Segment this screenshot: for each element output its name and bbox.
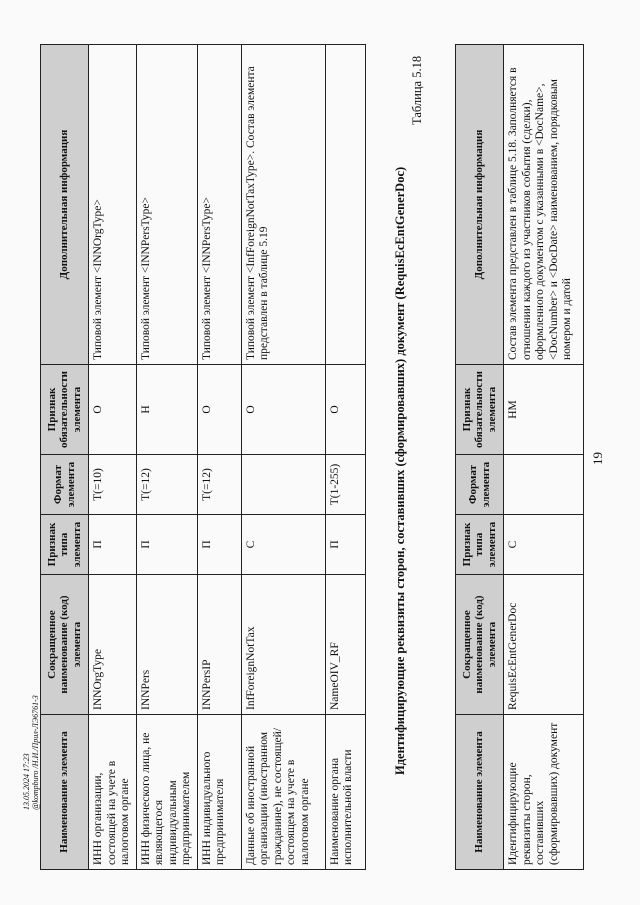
header-cell: Наименование элемента bbox=[41, 715, 89, 870]
table-cell: Типовой элемент <INNPersType> bbox=[197, 45, 241, 365]
table-cell: InfForeignNotTax bbox=[241, 575, 325, 715]
table-row bbox=[136, 45, 197, 870]
page-number: 19 bbox=[590, 452, 605, 465]
table-cell bbox=[504, 455, 584, 515]
header-cell: Формат элемента bbox=[41, 455, 89, 515]
table-cell: Идентифицирующие реквизиты сторон, составивших (сформировавших) документ bbox=[504, 715, 584, 870]
header-cell: Формат элемента bbox=[456, 455, 504, 515]
table-cell: О bbox=[241, 365, 325, 455]
table-title: Идентифицирующие реквизиты сторон, составивших (сформировавших) документ (RequisEcEntGenerDoc) bbox=[393, 166, 407, 775]
table-cell: Типовой элемент <InfForeignNotTaxType>. Состав элемента представлен в таблице 5.19 bbox=[241, 45, 325, 365]
footer-date: 13.05.2024 17:23 bbox=[22, 753, 31, 810]
table-cell: П bbox=[325, 515, 365, 575]
table-row bbox=[504, 45, 584, 870]
header-cell: Дополнительная информация bbox=[41, 45, 89, 365]
table-cell: О bbox=[325, 365, 365, 455]
table-cell: INNPersIP bbox=[197, 575, 241, 715]
main-table bbox=[40, 44, 366, 870]
table-cell: INNOrgType bbox=[89, 575, 137, 715]
table-cell: С bbox=[241, 515, 325, 575]
header-cell: Сокращенное наименование (код) элемента bbox=[41, 575, 89, 715]
table-cell: ИНН физического лица, не являющегося индивидуальным предпринимателем bbox=[136, 715, 197, 870]
header-cell: Признак типа элемента bbox=[456, 515, 504, 575]
main-table-header bbox=[41, 45, 89, 870]
table-cell: П bbox=[89, 515, 137, 575]
header-cell: Признак обязательности элемента bbox=[41, 365, 89, 455]
table-cell bbox=[241, 455, 325, 515]
header-cell: Дополнительная информация bbox=[456, 45, 504, 365]
table-cell: T(=12) bbox=[136, 455, 197, 515]
table-cell: П bbox=[136, 515, 197, 575]
table-cell: П bbox=[197, 515, 241, 575]
top-table bbox=[455, 44, 584, 870]
table-cell: T(1-255) bbox=[325, 455, 365, 515]
table-cell: Наименование органа исполнительной власти bbox=[325, 715, 365, 870]
table-cell: С bbox=[504, 515, 584, 575]
table-cell: О bbox=[197, 365, 241, 455]
header-cell: Наименование элемента bbox=[456, 715, 504, 870]
table-cell: Данные об иностранной организации (иностранном гражданине), не состоящей/состоящем на учете в налоговом органе bbox=[241, 715, 325, 870]
header-cell: Признак обязательности элемента bbox=[456, 365, 504, 455]
footer-ref: @kompburo /Н.И./Прил-ЛЭ6761-3 bbox=[31, 695, 40, 810]
table-cell: NameOIV_RF bbox=[325, 575, 365, 715]
table-row bbox=[325, 45, 365, 870]
table-cell: О bbox=[89, 365, 137, 455]
footer-stamp bbox=[22, 695, 40, 810]
table-label: Таблица 5.18 bbox=[410, 55, 424, 125]
table-cell: Состав элемента представлен в таблице 5.18. Заполняется в отношении каждого из участников события (сделки), оформленного документом с указанными в <DocName>, <DocNumber> и <DocDate> наименованием, порядковым номером и датой bbox=[504, 45, 584, 365]
table-cell: INNPers bbox=[136, 575, 197, 715]
table-cell: Н bbox=[136, 365, 197, 455]
table-cell: ИНН организации, состоящей на учете в налоговом органе bbox=[89, 715, 137, 870]
table-cell: T(=10) bbox=[89, 455, 137, 515]
top-table-header bbox=[456, 45, 504, 870]
table-cell: НМ bbox=[504, 365, 584, 455]
table-cell: Типовой элемент <INNPersType> bbox=[136, 45, 197, 365]
table-cell: RequisEcEntGenerDoc bbox=[504, 575, 584, 715]
table-cell: T(=12) bbox=[197, 455, 241, 515]
table-row bbox=[89, 45, 137, 870]
table-cell: ИНН индивидуального предпринимателя bbox=[197, 715, 241, 870]
table-cell bbox=[325, 45, 365, 365]
header-cell: Признак типа элемента bbox=[41, 515, 89, 575]
table-cell: Типовой элемент <INNOrgType> bbox=[89, 45, 137, 365]
table-row bbox=[241, 45, 325, 870]
table-row bbox=[197, 45, 241, 870]
header-cell: Сокращенное наименование (код) элемента bbox=[456, 575, 504, 715]
